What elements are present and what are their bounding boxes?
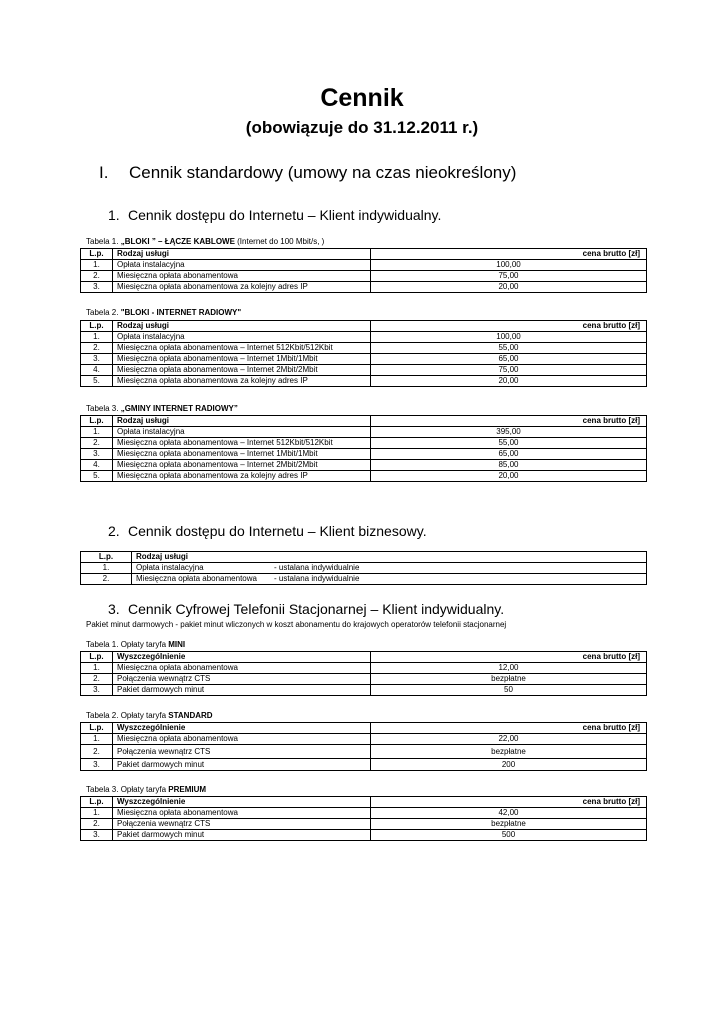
cell-price: 20,00: [371, 282, 647, 293]
subsection-heading-1: [108, 207, 441, 223]
tariff-table-mini: [80, 651, 647, 696]
cell-service: Miesięczna opłata abonamentowa: [113, 808, 371, 819]
cell-service: Pakiet darmowych minut: [113, 830, 371, 841]
caption-bold: PREMIUM: [168, 785, 207, 794]
table-row: [81, 663, 647, 674]
table-header-row: [81, 321, 647, 332]
table-row: [81, 343, 647, 354]
caption-prefix: Tabela 1.: [86, 237, 121, 246]
cell-price: 22,00: [371, 734, 647, 745]
table-header-row: [81, 797, 647, 808]
price-table-3: [80, 415, 647, 482]
cell-service: Miesięczna opłata abonamentowa za kolejny adres IP: [113, 471, 371, 482]
cell-lp: 3.: [81, 282, 113, 293]
cell-service: Miesięczna opłata abonamentowa – Internet 1Mbit/1Mbit: [113, 354, 371, 365]
cell-price: 75,00: [371, 365, 647, 376]
service-name: Opłata instalacyjna: [136, 563, 204, 572]
cell-price: 65,00: [371, 449, 647, 460]
cell-price: bezpłatne: [371, 819, 647, 830]
table-row: [81, 271, 647, 282]
subsection-number: 3.: [108, 601, 120, 617]
cell-lp: 3.: [81, 830, 113, 841]
cell-price: 20,00: [371, 376, 647, 387]
table-caption-3: [86, 404, 238, 413]
header-lp: L.p.: [81, 652, 113, 663]
price-table-2: [80, 320, 647, 387]
cell-price: 42,00: [371, 808, 647, 819]
header-price: cena brutto [zł]: [371, 249, 647, 260]
page-subtitle: (obowiązuje do 31.12.2011 r.): [245, 118, 479, 137]
cell-service: Połączenia wewnątrz CTS: [113, 745, 371, 759]
caption-bold: „BLOKI ” – ŁĄCZE KABLOWE: [120, 237, 235, 246]
subsection-number: 2.: [108, 523, 120, 539]
cell-service: Miesięczna opłata abonamentowa: [113, 734, 371, 745]
header-service: Rodzaj usługi: [113, 249, 371, 260]
table-row: [81, 759, 647, 771]
cell-lp: 2.: [81, 819, 113, 830]
service-name: Miesięczna opłata abonamentowa: [136, 574, 257, 583]
table-row: [81, 332, 647, 343]
cell-price: 100,00: [371, 260, 647, 271]
subsection-label: Cennik dostępu do Internetu – Klient biznesowy.: [128, 523, 427, 539]
cell-price: 12,00: [371, 663, 647, 674]
cell-service: Miesięczna opłata abonamentowa za kolejny adres IP: [113, 376, 371, 387]
cell-price: 395,00: [371, 427, 647, 438]
cell-lp: 2.: [81, 343, 113, 354]
table-header-row: [81, 723, 647, 734]
table-row: [81, 745, 647, 759]
cell-price: 75,00: [371, 271, 647, 282]
table-row: [81, 830, 647, 841]
table-row: [81, 563, 647, 574]
table-row: [81, 819, 647, 830]
cell-lp: 2.: [81, 271, 113, 282]
subsection-heading-3: [108, 601, 504, 617]
cell-service: Pakiet darmowych minut: [113, 685, 371, 696]
caption-prefix: Tabela 3.: [86, 404, 121, 413]
subsection-heading-2: [108, 523, 427, 539]
cell-service: [132, 563, 647, 574]
table-row: [81, 260, 647, 271]
cell-price: 20,00: [371, 471, 647, 482]
header-price: cena brutto [zł]: [371, 416, 647, 427]
table-row: [81, 685, 647, 696]
table-caption-2: [86, 308, 241, 317]
caption-bold: „GMINY INTERNET RADIOWY”: [120, 404, 238, 413]
cell-price: 500: [371, 830, 647, 841]
header-lp: L.p.: [81, 797, 113, 808]
cell-lp: 1.: [81, 563, 132, 574]
cell-lp: 3.: [81, 685, 113, 696]
cell-price: 85,00: [371, 460, 647, 471]
cell-service: Opłata instalacyjna: [113, 260, 371, 271]
cell-service: Miesięczna opłata abonamentowa za kolejny adres IP: [113, 282, 371, 293]
table-row: [81, 354, 647, 365]
cell-service: Miesięczna opłata abonamentowa – Internet 2Mbit/2Mbit: [113, 460, 371, 471]
caption-prefix: Tabela 1. Opłaty taryfa: [86, 640, 169, 649]
cell-lp: 4.: [81, 365, 113, 376]
cell-lp: 1.: [81, 734, 113, 745]
caption-bold: MINI: [168, 640, 186, 649]
subsection-label: Cennik Cyfrowej Telefonii Stacjonarnej – Klient indywidualny.: [128, 601, 505, 617]
cell-lp: 1.: [81, 427, 113, 438]
cell-lp: 2.: [81, 574, 132, 585]
cell-service: Miesięczna opłata abonamentowa – Internet 512Kbit/512Kbit: [113, 343, 371, 354]
table-header-row: [81, 249, 647, 260]
table-row: [81, 282, 647, 293]
header-lp: L.p.: [81, 552, 132, 563]
table-header-row: [81, 416, 647, 427]
header-service: Wyszczególnienie: [113, 797, 371, 808]
service-note: - ustalana indywidualnie: [274, 563, 360, 572]
header-price: cena brutto [zł]: [371, 797, 647, 808]
cell-lp: 2.: [81, 674, 113, 685]
table-caption-4: [86, 640, 185, 649]
table-row: [81, 376, 647, 387]
cell-service: Miesięczna opłata abonamentowa: [113, 663, 371, 674]
cell-lp: 1.: [81, 808, 113, 819]
header-service: Wyszczególnienie: [113, 723, 371, 734]
header-price: cena brutto [zł]: [371, 652, 647, 663]
table-row: [81, 471, 647, 482]
business-table: [80, 551, 647, 585]
caption-suffix: (Internet do 100 Mbit/s, ): [234, 237, 325, 246]
table-row: [81, 460, 647, 471]
cell-price: 50: [371, 685, 647, 696]
cell-lp: 3.: [81, 449, 113, 460]
cell-lp: 2.: [81, 745, 113, 759]
cell-lp: 3.: [81, 354, 113, 365]
price-table-1: [80, 248, 647, 293]
cell-price: bezpłatne: [371, 745, 647, 759]
service-note: - ustalana indywidualnie: [274, 574, 360, 583]
cell-service: Połączenia wewnątrz CTS: [113, 674, 371, 685]
tariff-table-premium: [80, 796, 647, 841]
section-label: Cennik standardowy (umowy na czas nieokreślony): [129, 163, 517, 182]
table-row: [81, 365, 647, 376]
cell-lp: 2.: [81, 438, 113, 449]
table-caption-5: [86, 711, 213, 720]
cell-lp: 5.: [81, 376, 113, 387]
table-row: [81, 574, 647, 585]
caption-prefix: Tabela 2.: [86, 308, 121, 317]
section-number: I.: [99, 163, 109, 182]
subsection-label: Cennik dostępu do Internetu – Klient indywidualny.: [128, 207, 442, 223]
table-header-row: [81, 552, 647, 563]
table-row: [81, 734, 647, 745]
section-heading-1: [99, 163, 516, 183]
cell-service: Opłata instalacyjna: [113, 427, 371, 438]
caption-prefix: Tabela 2. Opłaty taryfa: [86, 711, 169, 720]
table-caption-1: [86, 237, 324, 246]
caption-bold: STANDARD: [168, 711, 213, 720]
cell-lp: 3.: [81, 759, 113, 771]
header-lp: L.p.: [81, 723, 113, 734]
cell-price: 55,00: [371, 343, 647, 354]
cell-service: [132, 574, 647, 585]
header-price: cena brutto [zł]: [371, 723, 647, 734]
cell-lp: 4.: [81, 460, 113, 471]
table-row: [81, 674, 647, 685]
header-service: Rodzaj usługi: [113, 416, 371, 427]
caption-prefix: Tabela 3. Opłaty taryfa: [86, 785, 169, 794]
table-caption-6: [86, 785, 206, 794]
header-lp: L.p.: [81, 249, 113, 260]
cell-lp: 1.: [81, 332, 113, 343]
cell-lp: 1.: [81, 663, 113, 674]
cell-service: Miesięczna opłata abonamentowa: [113, 271, 371, 282]
cell-service: Połączenia wewnątrz CTS: [113, 819, 371, 830]
table-row: [81, 427, 647, 438]
cell-price: bezpłatne: [371, 674, 647, 685]
cell-service: Miesięczna opłata abonamentowa – Internet 1Mbit/1Mbit: [113, 449, 371, 460]
cell-service: Pakiet darmowych minut: [113, 759, 371, 771]
cell-lp: 5.: [81, 471, 113, 482]
header-lp: L.p.: [81, 416, 113, 427]
header-service: Rodzaj usługi: [132, 552, 647, 563]
cell-service: Opłata instalacyjna: [113, 332, 371, 343]
cell-price: 55,00: [371, 438, 647, 449]
minutes-note: Pakiet minut darmowych - pakiet minut wliczonych w koszt abonamentu do krajowych operatorów telefonii stacjonarnej: [86, 620, 507, 629]
table-row: [81, 808, 647, 819]
header-price: cena brutto [zł]: [371, 321, 647, 332]
cell-price: 200: [371, 759, 647, 771]
cell-price: 65,00: [371, 354, 647, 365]
table-row: [81, 438, 647, 449]
cell-service: Miesięczna opłata abonamentowa – Internet 2Mbit/2Mbit: [113, 365, 371, 376]
caption-bold: "BLOKI - INTERNET RADIOWY": [120, 308, 242, 317]
cell-service: Miesięczna opłata abonamentowa – Internet 512Kbit/512Kbit: [113, 438, 371, 449]
header-lp: L.p.: [81, 321, 113, 332]
table-row: [81, 449, 647, 460]
tariff-table-standard: [80, 722, 647, 771]
cell-lp: 1.: [81, 260, 113, 271]
subsection-number: 1.: [108, 207, 120, 223]
header-service: Rodzaj usługi: [113, 321, 371, 332]
page-title: Cennik: [320, 84, 404, 112]
cell-price: 100,00: [371, 332, 647, 343]
table-header-row: [81, 652, 647, 663]
header-service: Wyszczególnienie: [113, 652, 371, 663]
